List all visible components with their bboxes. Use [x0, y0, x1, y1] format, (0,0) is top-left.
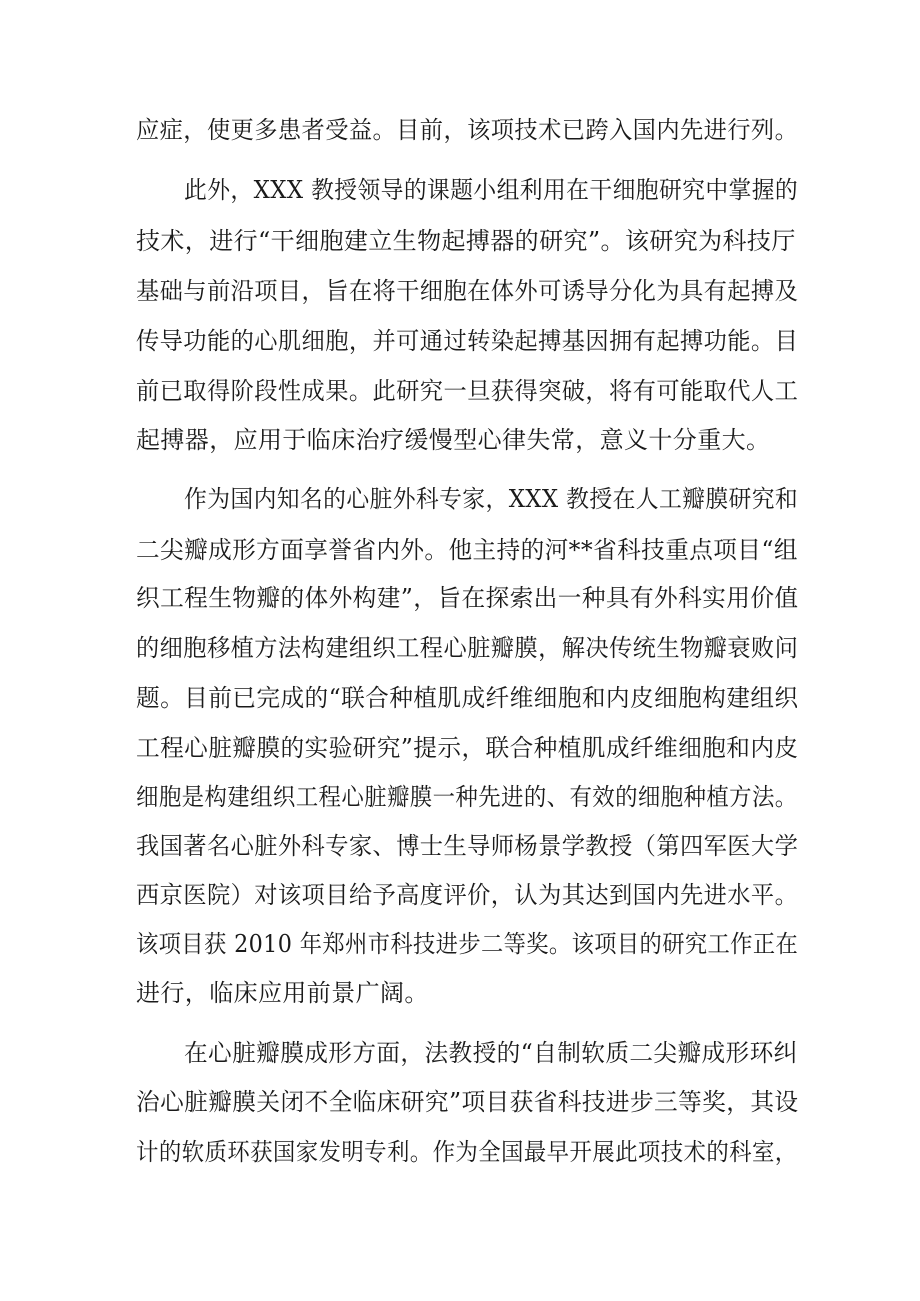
text-line: 计的软质环获国家发明专利。作为全国最早开展此项技术的科室， — [136, 1138, 798, 1166]
text-line: 题。目前已完成的“联合种植肌成纤维细胞和内皮细胞构建组织 — [136, 684, 799, 712]
text-line: 传导功能的心肌细胞，并可通过转染起搏基因拥有起搏功能。目 — [136, 327, 799, 355]
text-line: 起搏器，应用于临床治疗缓慢型心律失常，意义十分重大。 — [136, 426, 771, 454]
text-line: 技术，进行“干细胞建立生物起搏器的研究”。该研究为科技厅 — [136, 227, 796, 255]
text-line: 治心脏瓣膜关闭不全临床研究”项目获省科技进步三等奖，其设 — [136, 1088, 799, 1116]
text-line: 应症，使更多患者受益。目前，该项技术已跨入国内先进行列。 — [136, 116, 799, 144]
text-line: 细胞是构建组织工程心脏瓣膜一种先进的、有效的细胞种植方法。 — [136, 783, 798, 811]
text-line: 进行，临床应用前景广阔。 — [136, 979, 429, 1007]
text-line: 织工程生物瓣的体外构建”，旨在探索出一种具有外科实用价值 — [136, 584, 799, 612]
text-line: 工程心脏瓣膜的实验研究”提示，联合种植肌成纤维细胞和内皮 — [136, 734, 799, 762]
text-line: 作为国内知名的心脏外科专家，XXX 教授在人工瓣膜研究和 — [184, 485, 799, 513]
text-line: 西京医院）对该项目给予高度评价，认为其达到国内先进水平。 — [136, 881, 799, 909]
text-line: 该项目获 2010 年郑州市科技进步二等奖。该项目的研究工作正在 — [136, 930, 799, 958]
text-line: 此外，XXX 教授领导的课题小组利用在干细胞研究中掌握的 — [184, 176, 799, 204]
text-line: 在心脏瓣膜成形方面，法教授的“自制软质二尖瓣成形环纠 — [184, 1039, 798, 1067]
text-line: 前已取得阶段性成果。此研究一旦获得突破，将有可能取代人工 — [136, 377, 799, 405]
text-line: 基础与前沿项目，旨在将干细胞在体外可诱导分化为具有起搏及 — [136, 277, 799, 305]
text-line: 的细胞移植方法构建组织工程心脏瓣膜，解决传统生物瓣衰败问 — [136, 634, 799, 662]
text-line: 我国著名心脏外科专家、博士生导师杨景学教授（第四军医大学 — [136, 832, 799, 860]
text-line: 二尖瓣成形方面享誉省内外。他主持的河**省科技重点项目“组 — [136, 536, 798, 564]
